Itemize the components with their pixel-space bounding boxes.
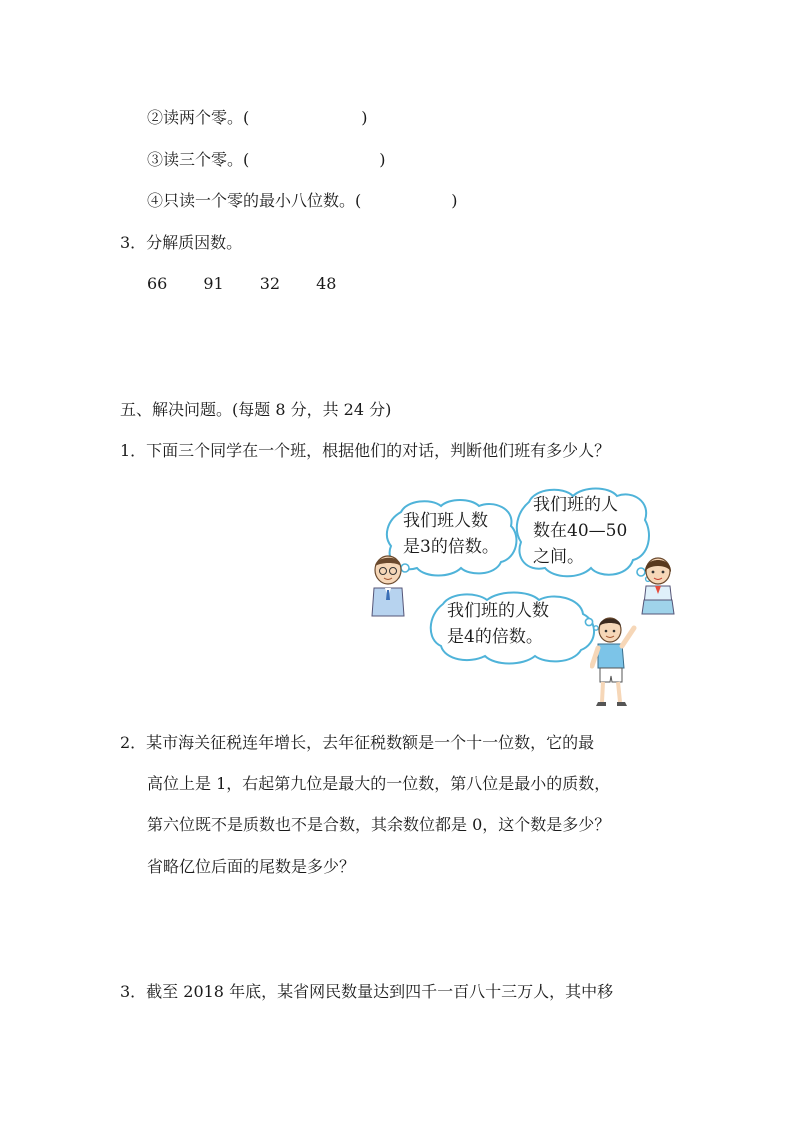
factor-numbers <box>147 274 372 294</box>
bubble-1-line-2: 是3的倍数。 <box>403 537 499 557</box>
item-4-text: ④只读一个零的最小八位数。( <box>147 191 362 210</box>
item-2 <box>147 108 368 128</box>
question-1: 1．下面三个同学在一个班，根据他们的对话，判断他们班有多少人？ <box>120 441 611 460</box>
bubble-3-line-1: 我们班的人数 <box>447 601 549 621</box>
item-3-text: ③读三个零。( <box>147 150 250 169</box>
item-2-text: ②读两个零。( <box>147 108 250 127</box>
speech-bubble-3 <box>425 590 601 668</box>
bubble-3-line-2: 是4的倍数。 <box>447 627 543 647</box>
item-3-close: ) <box>379 150 386 169</box>
item-4 <box>147 191 458 211</box>
question-2-line-1: 2．某市海关征税连年增长，去年征税数额是一个十一位数，它的最 <box>120 733 595 752</box>
bubble-2-line-3: 之间。 <box>533 547 584 567</box>
waving-boy-figure <box>590 616 640 710</box>
number-48: 48 <box>316 274 337 293</box>
number-32: 32 <box>259 274 281 293</box>
question-2-line-4: 省略亿位后面的尾数是多少？ <box>147 857 356 876</box>
question-2-line-3: 第六位既不是质数也不是合数，其余数位都是 0，这个数是多少？ <box>147 815 611 834</box>
section-heading: 五、解决问题。(每题 8 分，共 24 分) <box>120 400 392 419</box>
bubble-1-line-1: 我们班人数 <box>403 511 488 531</box>
item-4-close: ) <box>451 191 458 210</box>
girl-figure <box>638 556 678 618</box>
item-3 <box>147 150 386 170</box>
item-2-close: ) <box>361 108 368 127</box>
speech-bubble-2 <box>513 484 653 584</box>
boy-with-glasses-figure <box>368 554 410 618</box>
number-91: 91 <box>203 274 224 293</box>
question-2-line-2: 高位上是 1，右起第九位是最大的一位数，第八位是最小的质数， <box>147 774 611 793</box>
question-3: 3．截至 2018 年底，某省网民数量达到四千一百八十三万人，其中移 <box>120 982 614 1001</box>
q3-title: 3．分解质因数。 <box>120 233 243 252</box>
number-66: 66 <box>147 274 168 293</box>
bubble-2-line-1: 我们班的人 <box>533 495 618 515</box>
bubble-2-line-2: 数在40—50 <box>533 521 628 541</box>
